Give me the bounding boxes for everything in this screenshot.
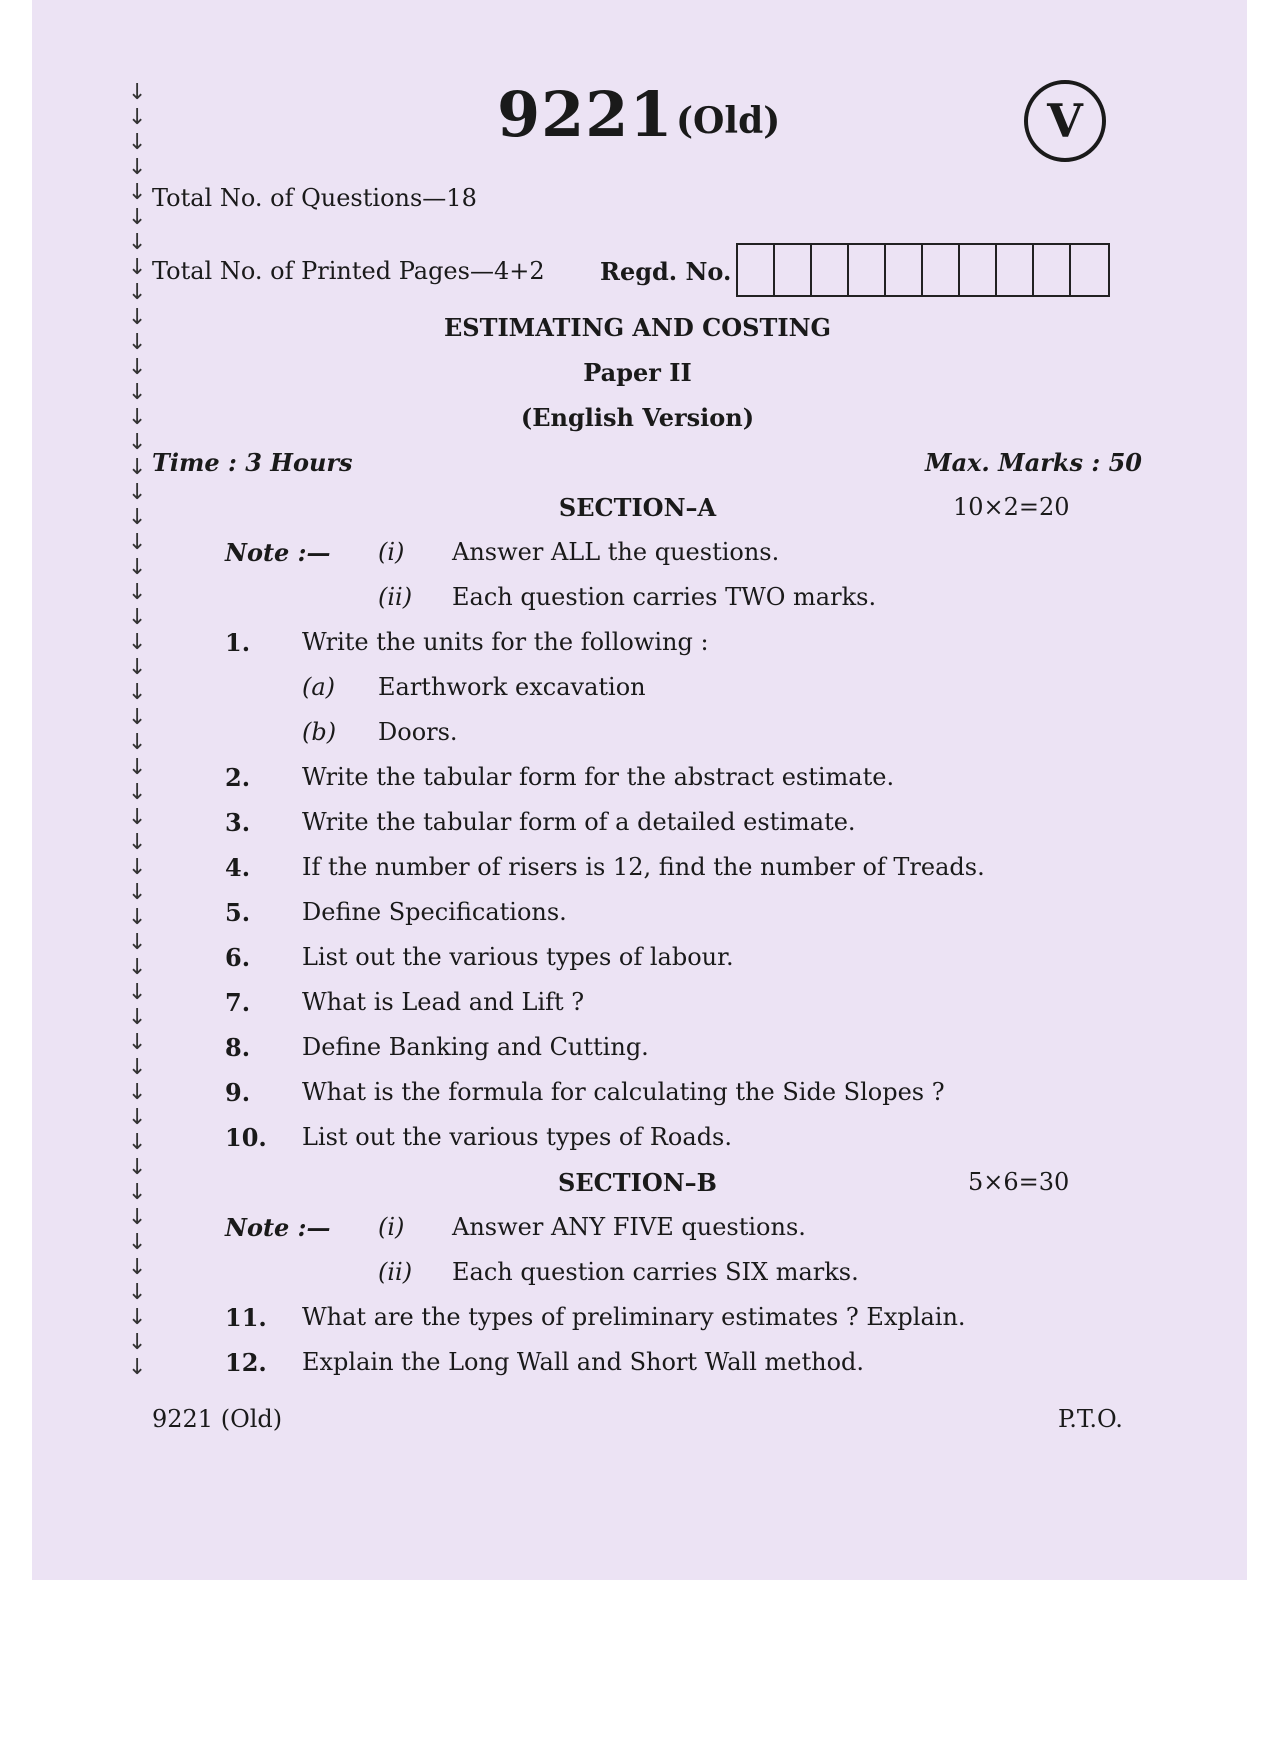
regd-number-boxes xyxy=(736,243,1110,297)
down-arrow-icon: ↓ xyxy=(128,555,147,580)
paper-code-suffix: (Old) xyxy=(676,100,781,142)
section-b-marks: 5×6=30 xyxy=(968,1168,1070,1196)
note-label: Note :— xyxy=(225,1213,331,1242)
regd-digit-box xyxy=(812,245,849,295)
paper-code: 9221 xyxy=(497,78,674,151)
note-num: (i) xyxy=(378,1213,405,1241)
question-number: 11. xyxy=(225,1303,267,1332)
down-arrow-icon: ↓ xyxy=(128,430,147,455)
language-version: (English Version) xyxy=(520,403,755,432)
question-number: 4. xyxy=(225,853,251,882)
down-arrow-icon: ↓ xyxy=(128,405,147,430)
down-arrow-icon: ↓ xyxy=(128,530,147,555)
down-arrow-icon: ↓ xyxy=(128,1180,147,1205)
down-arrow-icon: ↓ xyxy=(128,355,147,380)
down-arrow-icon: ↓ xyxy=(128,955,147,980)
down-arrow-icon: ↓ xyxy=(128,130,147,155)
down-arrow-icon: ↓ xyxy=(128,1080,147,1105)
section-a-marks: 10×2=20 xyxy=(953,493,1070,521)
down-arrow-icon: ↓ xyxy=(128,705,147,730)
question-number: 1. xyxy=(225,628,251,657)
question-number: 2. xyxy=(225,763,251,792)
down-arrow-icon: ↓ xyxy=(128,1205,147,1230)
question-text: Define Specifications. xyxy=(302,898,567,926)
question-number: 10. xyxy=(225,1123,267,1152)
subject-title: ESTIMATING AND COSTING xyxy=(443,313,832,342)
down-arrow-icon: ↓ xyxy=(128,980,147,1005)
down-arrow-icon: ↓ xyxy=(128,480,147,505)
question-number: 6. xyxy=(225,943,251,972)
regd-digit-box xyxy=(738,245,775,295)
regd-digit-box xyxy=(886,245,923,295)
question-text: Define Banking and Cutting. xyxy=(302,1033,649,1061)
question-text: What are the types of preliminary estimates ? Explain. xyxy=(302,1303,966,1331)
down-arrow-icon: ↓ xyxy=(128,1355,147,1380)
down-arrow-icon: ↓ xyxy=(128,155,147,180)
sub-part-text: Earthwork excavation xyxy=(378,673,646,701)
down-arrow-icon: ↓ xyxy=(128,805,147,830)
question-text: If the number of risers is 12, find the number of Treads. xyxy=(302,853,985,881)
down-arrow-icon: ↓ xyxy=(128,205,147,230)
note-text: Each question carries TWO marks. xyxy=(452,583,877,611)
down-arrow-icon: ↓ xyxy=(128,630,147,655)
note-num: (i) xyxy=(378,538,405,566)
note-num: (ii) xyxy=(378,1258,413,1286)
version-badge xyxy=(1024,80,1106,162)
note-text: Answer ANY FIVE questions. xyxy=(452,1213,806,1241)
down-arrow-icon: ↓ xyxy=(128,230,147,255)
sub-part-label: (b) xyxy=(302,718,337,746)
regd-digit-box xyxy=(775,245,812,295)
note-text: Each question carries SIX marks. xyxy=(452,1258,859,1286)
regd-digit-box xyxy=(849,245,886,295)
question-number: 12. xyxy=(225,1348,267,1377)
question-number: 8. xyxy=(225,1033,251,1062)
question-text: Write the tabular form for the abstract estimate. xyxy=(302,763,895,791)
footer-pto: P.T.O. xyxy=(1058,1405,1123,1433)
down-arrow-icon: ↓ xyxy=(128,880,147,905)
down-arrow-icon: ↓ xyxy=(128,280,147,305)
footer-code: 9221 (Old) xyxy=(152,1405,283,1433)
down-arrow-icon: ↓ xyxy=(128,1130,147,1155)
down-arrow-icon: ↓ xyxy=(128,930,147,955)
down-arrow-icon: ↓ xyxy=(128,830,147,855)
down-arrow-icon: ↓ xyxy=(128,1030,147,1055)
question-text: Write the tabular form of a detailed estimate. xyxy=(302,808,856,836)
regd-digit-box xyxy=(923,245,960,295)
down-arrow-icon: ↓ xyxy=(128,105,147,130)
max-marks: Max. Marks : 50 xyxy=(925,448,1143,477)
down-arrow-icon: ↓ xyxy=(128,1255,147,1280)
note-label: Note :— xyxy=(225,538,331,567)
down-arrow-icon: ↓ xyxy=(128,1155,147,1180)
down-arrow-icon: ↓ xyxy=(128,505,147,530)
regd-digit-box xyxy=(997,245,1034,295)
down-arrow-icon: ↓ xyxy=(128,1280,147,1305)
down-arrow-icon: ↓ xyxy=(128,455,147,480)
down-arrow-icon: ↓ xyxy=(128,730,147,755)
down-arrow-icon: ↓ xyxy=(128,330,147,355)
version-letter: V xyxy=(1047,94,1083,148)
sub-part-label: (a) xyxy=(302,673,336,701)
down-arrow-icon: ↓ xyxy=(128,780,147,805)
down-arrow-icon: ↓ xyxy=(128,1105,147,1130)
down-arrow-icon: ↓ xyxy=(128,580,147,605)
down-arrow-icon: ↓ xyxy=(128,655,147,680)
down-arrow-icon: ↓ xyxy=(128,1230,147,1255)
question-text: Write the units for the following : xyxy=(302,628,709,656)
section-a-heading: SECTION–A xyxy=(558,493,717,522)
question-text: What is Lead and Lift ? xyxy=(302,988,585,1016)
down-arrow-icon: ↓ xyxy=(128,1055,147,1080)
down-arrow-icon: ↓ xyxy=(128,1005,147,1030)
note-num: (ii) xyxy=(378,583,413,611)
question-number: 9. xyxy=(225,1078,251,1107)
down-arrow-icon: ↓ xyxy=(128,1330,147,1355)
regd-digit-box xyxy=(1034,245,1071,295)
down-arrow-icon: ↓ xyxy=(128,255,147,280)
total-pages: Total No. of Printed Pages—4+2 xyxy=(152,257,545,285)
down-arrow-icon: ↓ xyxy=(128,855,147,880)
down-arrow-icon: ↓ xyxy=(128,80,147,105)
note-text: Answer ALL the questions. xyxy=(452,538,780,566)
sub-part-text: Doors. xyxy=(378,718,458,746)
down-arrow-icon: ↓ xyxy=(128,680,147,705)
time-allowed: Time : 3 Hours xyxy=(152,448,353,477)
down-arrow-icon: ↓ xyxy=(128,755,147,780)
total-questions: Total No. of Questions—18 xyxy=(152,184,477,212)
paper-number: Paper II xyxy=(583,358,692,387)
question-text: Explain the Long Wall and Short Wall method. xyxy=(302,1348,865,1376)
regd-label: Regd. No. xyxy=(600,257,732,286)
question-text: List out the various types of Roads. xyxy=(302,1123,732,1151)
question-number: 7. xyxy=(225,988,251,1017)
down-arrow-icon: ↓ xyxy=(128,180,147,205)
question-number: 5. xyxy=(225,898,251,927)
question-text: List out the various types of labour. xyxy=(302,943,734,971)
question-number: 3. xyxy=(225,808,251,837)
down-arrow-icon: ↓ xyxy=(128,905,147,930)
regd-digit-box xyxy=(960,245,997,295)
question-text: What is the formula for calculating the Side Slopes ? xyxy=(302,1078,945,1106)
down-arrow-icon: ↓ xyxy=(128,305,147,330)
down-arrow-icon: ↓ xyxy=(128,380,147,405)
regd-digit-box xyxy=(1071,245,1108,295)
down-arrow-icon: ↓ xyxy=(128,605,147,630)
down-arrow-icon: ↓ xyxy=(128,1305,147,1330)
section-b-heading: SECTION–B xyxy=(558,1168,717,1197)
